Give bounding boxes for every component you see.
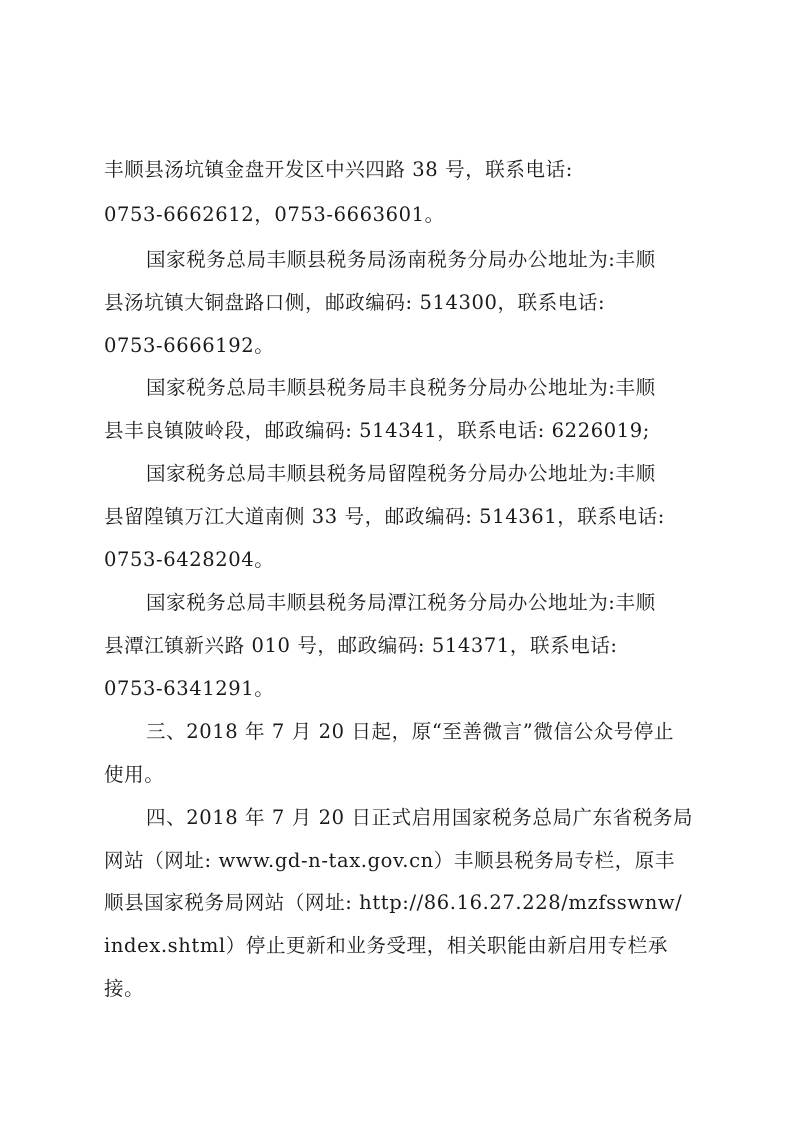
text-line: 县丰良镇陂岭段，邮政编码: 514341，联系电话: 6226019;	[104, 419, 650, 442]
text-line: 使用。	[104, 763, 165, 786]
text-line: 0753-6666192。	[104, 334, 275, 357]
text-line: 县汤坑镇大铜盘路口侧，邮政编码: 514300，联系电话:	[104, 291, 606, 314]
text-line: index.shtml）停止更新和业务受理，相关职能由新启用专栏承	[104, 934, 668, 957]
text-line: 0753-6341291。	[104, 677, 275, 700]
text-line: 县留隍镇万江大道南侧 33 号，邮政编码: 514361，联系电话:	[104, 505, 665, 528]
text-line: 县潭江镇新兴路 010 号，邮政编码: 514371，联系电话:	[104, 634, 618, 657]
text-line: 0753-6428204。	[104, 548, 275, 571]
paragraph-first-line: 国家税务总局丰顺县税务局丰良税务分局办公地址为:丰顺	[146, 376, 656, 399]
text-line: 顺县国家税务局网站（网址: http://86.16.27.228/mzfsswnw/	[104, 891, 683, 914]
paragraph-first-line: 国家税务总局丰顺县税务局潭江税务分局办公地址为:丰顺	[146, 591, 656, 614]
paragraph-first-line: 国家税务总局丰顺县税务局汤南税务分局办公地址为:丰顺	[146, 248, 656, 271]
paragraph-first-line: 三、2018 年 7 月 20 日起，原“至善微言”微信公众号停止	[146, 720, 675, 743]
text-line: 0753-6662612，0753-6663601。	[104, 203, 445, 226]
text-line: 接。	[104, 977, 145, 1000]
text-line: 网站（网址: www.gd-n-tax.gov.cn）丰顺县税务局专栏，原丰	[104, 849, 675, 872]
text-line: 丰顺县汤坑镇金盘开发区中兴四路 38 号，联系电话:	[104, 158, 573, 181]
paragraph-first-line: 四、2018 年 7 月 20 日正式启用国家税务总局广东省税务局	[146, 806, 694, 829]
paragraph-first-line: 国家税务总局丰顺县税务局留隍税务分局办公地址为:丰顺	[146, 462, 656, 485]
